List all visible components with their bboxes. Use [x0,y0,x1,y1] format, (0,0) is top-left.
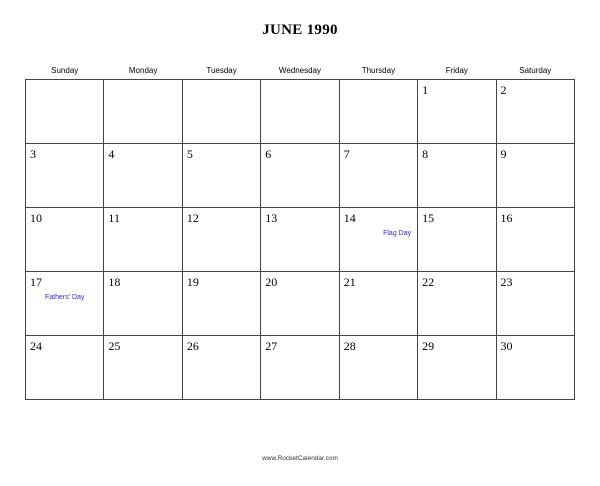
day-cell[interactable] [26,208,104,272]
day-number: 30 [500,339,513,353]
day-number: 4 [108,147,115,161]
day-cell[interactable] [339,208,417,272]
day-number: 6 [265,147,272,161]
calendar-week-row [26,272,575,336]
day-number: 17 [30,275,42,289]
day-number: 15 [422,211,435,225]
day-number: 14 [343,211,356,225]
calendar-week-row [26,80,575,144]
day-cell[interactable] [418,336,496,400]
day-number: 2 [500,83,507,97]
weekday-header-saturday: Saturday [519,66,552,75]
day-cell[interactable] [261,208,339,272]
weekday-header-friday: Friday [445,66,468,75]
weekday-header-wednesday: Wednesday [278,66,322,75]
day-cell[interactable] [261,272,339,336]
day-number: 16 [500,211,513,225]
day-cell-empty [261,80,339,144]
calendar-header-row [26,66,575,80]
day-number: 13 [265,211,278,225]
day-number: 9 [500,147,507,161]
day-number: 12 [186,211,199,225]
day-cell[interactable] [26,336,104,400]
day-number: 1 [422,83,429,97]
day-cell[interactable] [182,336,260,400]
day-cell[interactable] [182,144,260,208]
calendar-table [25,66,575,400]
day-cell[interactable] [339,144,417,208]
calendar-page [0,22,600,486]
day-number: 27 [265,339,278,353]
day-cell[interactable] [261,144,339,208]
day-number: 24 [30,339,42,353]
weekday-header-tuesday: Tuesday [206,66,237,75]
day-cell[interactable] [104,336,182,400]
day-event: Fathers' Day [44,294,85,301]
day-cell[interactable] [104,272,182,336]
day-number: 8 [422,147,429,161]
day-cell[interactable] [339,336,417,400]
day-cell[interactable] [496,272,574,336]
day-cell[interactable] [418,272,496,336]
day-cell[interactable] [496,208,574,272]
day-cell[interactable] [104,208,182,272]
day-cell[interactable] [418,208,496,272]
day-cell-empty [339,80,417,144]
day-cell[interactable] [26,144,104,208]
day-number: 23 [500,275,513,289]
day-cell[interactable] [182,272,260,336]
day-cell-empty [26,80,104,144]
calendar-week-row [26,336,575,400]
day-cell[interactable] [26,272,104,336]
day-cell[interactable] [182,208,260,272]
calendar-grid [25,66,575,400]
day-cell[interactable] [496,80,574,144]
footer-credit: www.RocketCalendar.com [262,455,338,462]
day-number: 18 [108,275,121,289]
day-number: 7 [343,147,350,161]
weekday-header-monday: Monday [128,66,158,75]
day-number: 19 [186,275,199,289]
day-number: 26 [186,339,199,353]
calendar-week-row [26,208,575,272]
weekday-header-sunday: Sunday [51,66,79,75]
calendar-week-row [26,144,575,208]
day-cell[interactable] [339,272,417,336]
day-number: 20 [265,275,278,289]
day-number: 22 [422,275,435,289]
weekday-header-thursday: Thursday [361,66,396,75]
day-number: 29 [422,339,435,353]
day-number: 3 [30,147,36,161]
day-cell-empty [182,80,260,144]
day-cell-empty [104,80,182,144]
day-cell[interactable] [496,336,574,400]
day-event: Flag Day [383,230,412,237]
day-cell[interactable] [418,80,496,144]
day-cell[interactable] [261,336,339,400]
day-number: 11 [108,211,120,225]
day-number: 21 [343,275,356,289]
calendar-body [26,80,575,400]
day-cell[interactable] [104,144,182,208]
day-cell[interactable] [418,144,496,208]
day-number: 28 [343,339,356,353]
day-cell[interactable] [496,144,574,208]
day-number: 25 [108,339,121,353]
day-number: 5 [186,147,193,161]
day-number: 10 [30,211,42,225]
page-title: JUNE 1990 [262,22,338,38]
